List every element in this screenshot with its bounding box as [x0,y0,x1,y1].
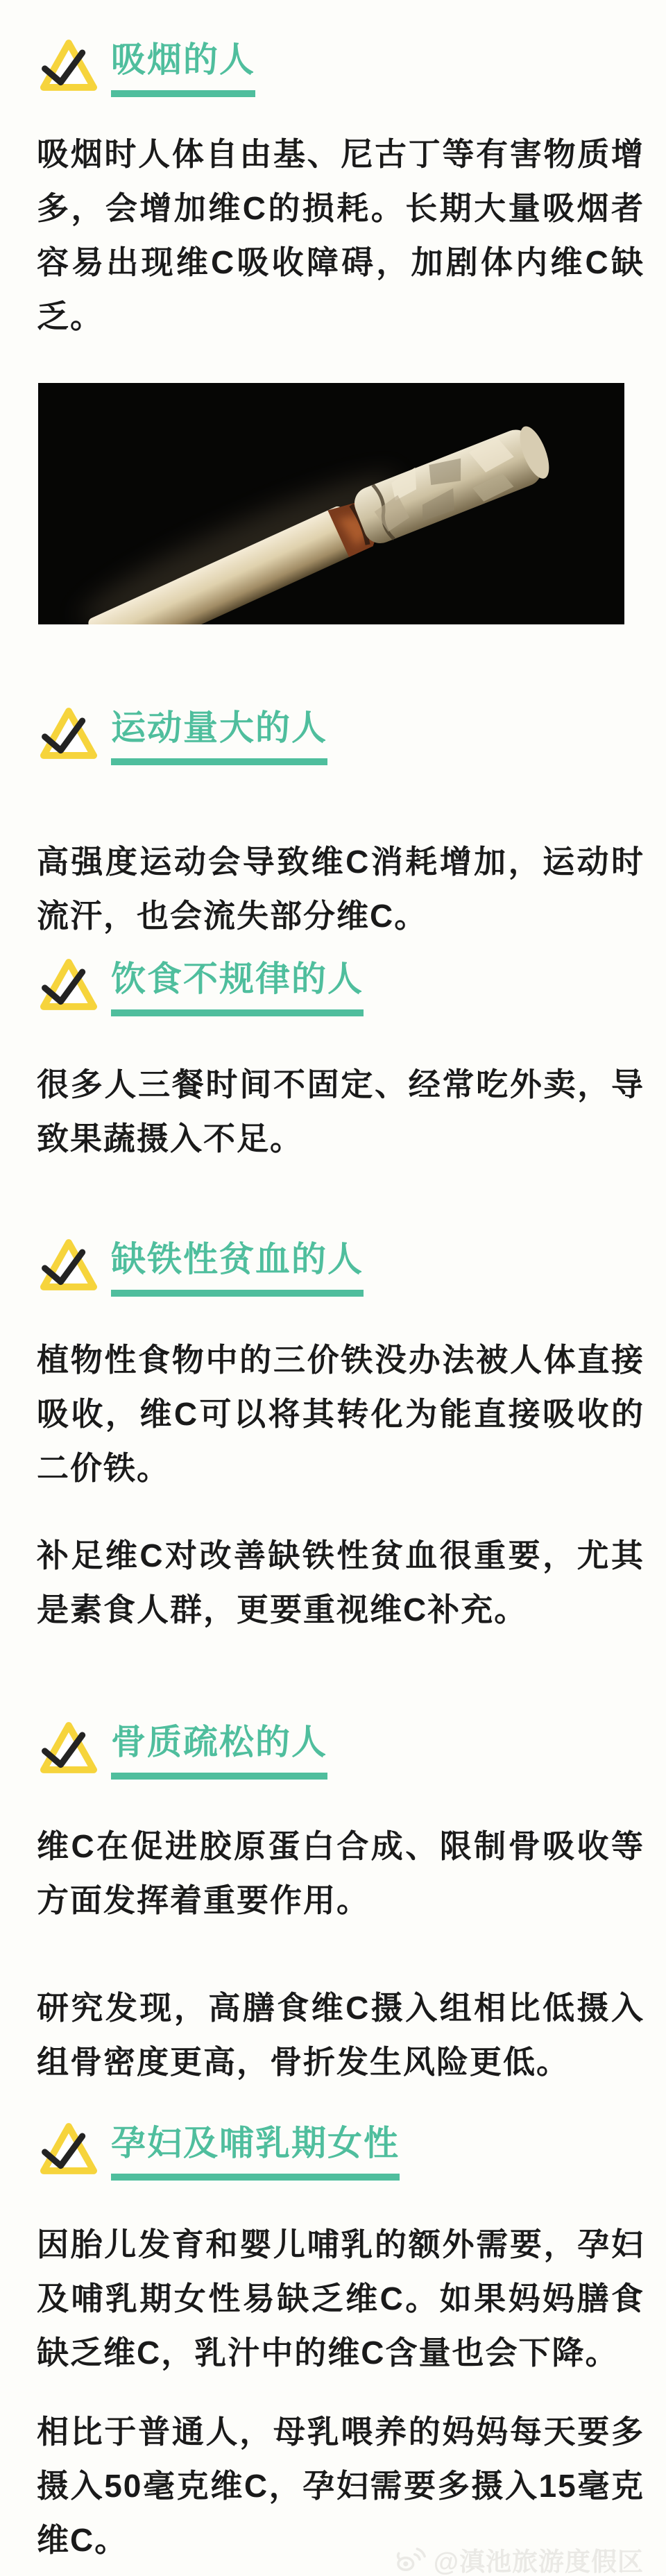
section-header-anemia [40,1238,364,1297]
section-title: 饮食不规律的人 [111,957,364,1016]
section-title: 吸烟的人 [111,38,255,97]
cigarette-illustration [38,383,624,624]
triangle-check-icon [40,1238,97,1292]
paragraph: 高强度运动会导致维C消耗增加，运动时流汗，也会流失部分维C。 [37,844,644,934]
cigarette-photo [38,383,624,624]
triangle-check-icon [40,957,97,1012]
section-header-irregular-diet [40,957,364,1016]
paragraph: 很多人三餐时间不固定、经常吃外卖，导致果蔬摄入不足。 [37,1066,644,1157]
paragraph: 研究发现，高膳食维C摄入组相比低摄入组骨密度更高，骨折发生风险更低。 [37,1990,644,2080]
triangle-check-icon [40,2122,97,2176]
section-title: 孕妇及哺乳期女性 [111,2122,400,2181]
section-title: 缺铁性贫血的人 [111,1238,364,1297]
section-header-osteoporosis [40,1721,327,1780]
triangle-check-icon [40,1721,97,1775]
watermark-handle: @滇池旅游度假区 [433,2548,644,2576]
triangle-check-icon [40,38,97,92]
paragraph: 因胎儿发育和婴儿哺乳的额外需要，孕妇及哺乳期女性易缺乏维C。如果妈妈膳食缺乏维C，乳汁中的维C含量也会下降。 [37,2226,644,2371]
triangle-check-icon [40,706,97,760]
paragraph: 补足维C对改善缺铁性贫血很重要，尤其是素食人群，更要重视维C补充。 [37,1537,644,1628]
paragraph: 维C在促进胶原蛋白合成、限制骨吸收等方面发挥着重要作用。 [37,1828,644,1918]
weibo-icon [395,2545,427,2573]
section-header-pregnant [40,2122,400,2181]
paragraph: 吸烟时人体自由基、尼古丁等有害物质增多，会增加维C的损耗。长期大量吸烟者容易出现维C吸收障碍，加剧体内维C缺乏。 [37,136,644,334]
paragraph: 植物性食物中的三价铁没办法被人体直接吸收，维C可以将其转化为能直接吸收的二价铁。 [37,1342,644,1486]
section-header-athletes [40,706,327,765]
section-title: 运动量大的人 [111,706,327,765]
section-header-smokers [40,38,255,97]
section-title: 骨质疏松的人 [111,1721,327,1780]
paragraph: 相比于普通人，母乳喂养的妈妈每天要多摄入50毫克维C，孕妇需要多摄入15毫克维C。 [37,2414,644,2558]
watermark [395,2541,644,2576]
